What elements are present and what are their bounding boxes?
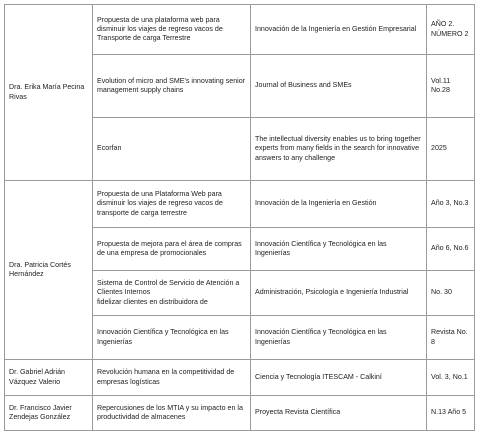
publications-table bbox=[4, 4, 475, 431]
article-title-cell: Propuesta de una Plataforma Web para disminuir los viajes de regreso vacos de transporte de carga terrestre bbox=[93, 181, 251, 228]
table-row bbox=[5, 396, 475, 431]
journal-cell: Journal of Business and SMEs bbox=[251, 55, 427, 118]
journal-cell: Innovación Científica y Tecnológica en las Ingenierías bbox=[251, 228, 427, 271]
journal-cell: Innovación de la Ingeniería en Gestión bbox=[251, 181, 427, 228]
volume-cell: Vol.11 No.28 bbox=[427, 55, 475, 118]
article-title-line: Sistema de Control de Servicio de Atención a Clientes Internos bbox=[97, 279, 240, 297]
volume-cell: 2025 bbox=[427, 118, 475, 181]
journal-cell: Proyecta Revista Científica bbox=[251, 396, 427, 431]
volume-cell: No. 30 bbox=[427, 271, 475, 316]
article-title-cell: Revolución humana en la competitividad de empresas logísticas bbox=[93, 360, 251, 396]
article-title-cell: Ecorfan bbox=[93, 118, 251, 181]
volume-cell: N.13 Año 5 bbox=[427, 396, 475, 431]
article-title-cell: Evolution of micro and SME's innovating senior management supply chains bbox=[93, 55, 251, 118]
volume-cell: Año 6, No.6 bbox=[427, 228, 475, 271]
volume-cell: AÑO 2. NÚMERO 2 bbox=[427, 5, 475, 55]
journal-cell: Innovación de la Ingeniería en Gestión Empresarial bbox=[251, 5, 427, 55]
journal-cell: Ciencia y Tecnología ITESCAM - Calkiní bbox=[251, 360, 427, 396]
author-cell: Dra. Patricia Cortés Hernández bbox=[5, 181, 93, 360]
author-cell: Dra. Erika María Pecina Rivas bbox=[5, 5, 93, 181]
article-title-cell: Repercusiones de los MTIA y su impacto en la productividad de almacenes bbox=[93, 396, 251, 431]
journal-cell: The intellectual diversity enables us to bring together experts from many fields in the search for innovative answers to any challenge bbox=[251, 118, 427, 181]
article-title-cell: Innovación Científica y Tecnológica en las Ingenierías bbox=[93, 316, 251, 360]
article-title-cell: Propuesta de una plataforma web para disminuir los viajes de regreso vacos de Transporte de carga Terrestre bbox=[93, 5, 251, 55]
article-title-cell: Propuesta de mejora para el área de compras de una empresa de promocionales bbox=[93, 228, 251, 271]
table-row bbox=[5, 5, 475, 55]
author-cell: Dr. Francisco Javier Zendejas González bbox=[5, 396, 93, 431]
article-title-cell bbox=[93, 271, 251, 316]
author-cell: Dr. Gabriel Adrián Vázquez Valerio bbox=[5, 360, 93, 396]
journal-cell: Innovación Científica y Tecnológica en las Ingenierías bbox=[251, 316, 427, 360]
article-title-line: fidelizar clientes en distribuidora de bbox=[97, 297, 208, 306]
volume-cell: Revista No. 8 bbox=[427, 316, 475, 360]
journal-cell: Administración, Psicología e Ingeniería Industrial bbox=[251, 271, 427, 316]
volume-cell: Vol. 3, No.1 bbox=[427, 360, 475, 396]
volume-cell: Año 3, No.3 bbox=[427, 181, 475, 228]
table-row bbox=[5, 360, 475, 396]
table-row bbox=[5, 181, 475, 228]
